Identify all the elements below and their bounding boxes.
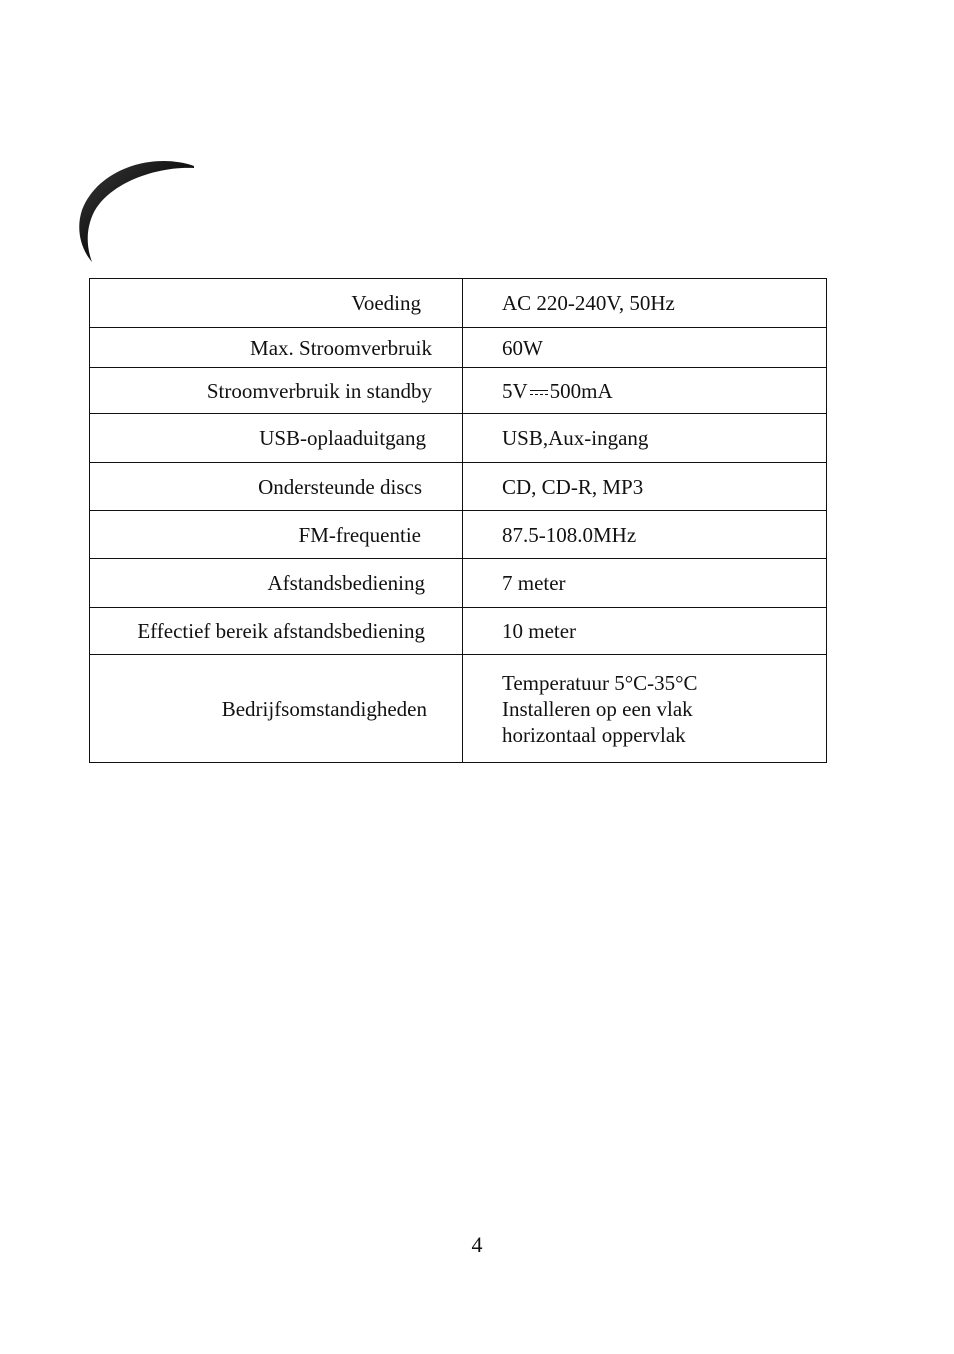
spec-value: 60W	[463, 328, 827, 368]
page-number: 4	[471, 1232, 483, 1257]
table-row	[90, 414, 827, 463]
spec-value: 87.5-108.0MHz	[463, 511, 827, 559]
spec-value: AC 220-240V, 50Hz	[463, 279, 827, 328]
spec-value-line: Temperatuur 5°C-35°C	[502, 670, 698, 695]
table-row	[90, 559, 827, 608]
table-row	[90, 511, 827, 559]
spec-value-prefix: 5V	[502, 378, 528, 403]
spec-label: Bedrijfsomstandigheden	[90, 655, 463, 763]
spec-label: Stroomverbruik in standby	[90, 368, 463, 414]
table-row	[90, 608, 827, 655]
spec-value	[463, 368, 827, 414]
table-row	[90, 368, 827, 414]
spec-label: Max. Stroomverbruik	[90, 328, 463, 368]
spec-value-line: horizontaal oppervlak	[502, 722, 686, 747]
spec-value: USB,Aux-ingang	[463, 414, 827, 463]
spec-value	[463, 655, 827, 763]
spec-value: 10 meter	[463, 608, 827, 655]
dc-current-icon	[529, 388, 549, 398]
table-row	[90, 328, 827, 368]
crescent-swoosh-logo	[62, 150, 206, 278]
spec-label: FM-frequentie	[90, 511, 463, 559]
spec-label: Ondersteunde discs	[90, 463, 463, 511]
spec-value: 7 meter	[463, 559, 827, 608]
table-row	[90, 655, 827, 763]
spec-value-line: Installeren op een vlak	[502, 696, 693, 721]
spec-label: Effectief bereik afstandsbediening	[90, 608, 463, 655]
spec-value: CD, CD-R, MP3	[463, 463, 827, 511]
spec-label: Voeding	[90, 279, 463, 328]
table-row	[90, 279, 827, 328]
spec-label: USB-oplaaduitgang	[90, 414, 463, 463]
specifications-table	[89, 278, 827, 763]
table-row	[90, 463, 827, 511]
spec-label: Afstandsbediening	[90, 559, 463, 608]
spec-value-suffix: 500mA	[549, 378, 613, 403]
